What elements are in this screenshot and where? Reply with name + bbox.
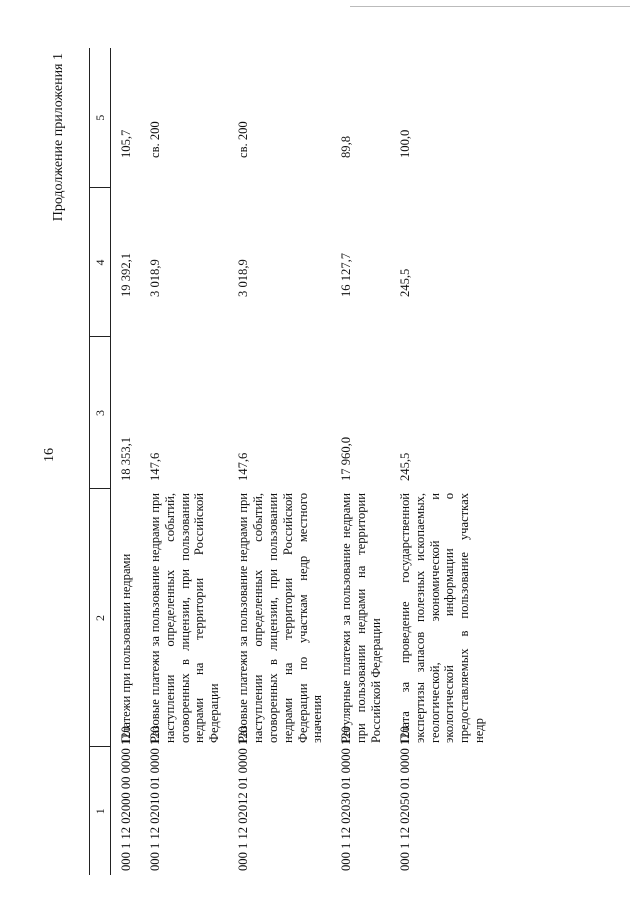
table-row — [140, 48, 228, 875]
header-col-3: 3 — [90, 337, 111, 489]
row-code: 000 1 12 02012 01 0000 120 — [236, 726, 251, 871]
header-col-5: 5 — [90, 48, 111, 188]
row-code: 000 1 12 02000 00 0000 120 — [119, 726, 133, 871]
row-value-col5: 100,0 — [397, 129, 412, 158]
row-value-col3: 147,6 — [147, 452, 162, 481]
row-value-col5: 89,8 — [339, 135, 354, 158]
header-col-4: 4 — [90, 188, 111, 337]
row-name: Регулярные платежи за пользование недрами при пользовании недрами на территории Российской Федерации — [339, 493, 384, 743]
row-value-col4: 19 392,1 — [119, 252, 133, 297]
table-row — [331, 48, 390, 875]
row-value-col4: 16 127,7 — [339, 252, 354, 297]
row-value-col3: 147,6 — [236, 452, 251, 481]
row-code: 000 1 12 02010 01 0000 120 — [147, 726, 162, 871]
header-col-2: 2 — [90, 489, 111, 747]
appendix-continuation-note: Продолжение приложения 1 — [51, 53, 66, 222]
row-name: Разовые платежи за пользование недрами при наступлении определенных событий, оговоренных в лицензии, при пользовании недрами на территории Российской Федерации по участкам недр местного значения — [236, 493, 325, 743]
row-value-col3: 245,5 — [397, 452, 412, 481]
row-code: 000 1 12 02030 01 0000 120 — [339, 726, 354, 871]
row-name: Разовые платежи за пользование недрами при наступлении определенных событий, оговоренных в лицензии, при пользовании недрами на территории Российской Федерации — [147, 493, 222, 743]
table-row — [111, 48, 140, 875]
row-value-col5: св. 200 — [147, 121, 162, 158]
page-number: 16 — [42, 448, 57, 462]
header-col-1: 1 — [90, 747, 111, 875]
row-value-col3: 18 353,1 — [119, 436, 133, 481]
row-name: Плата за проведение государственной экспертизы запасов полезных ископаемых, геологической, экономической и экологической информации о предоставляемых в пользование участках недр — [397, 493, 487, 743]
row-value-col3: 17 960,0 — [339, 436, 354, 481]
row-value-col5: св. 200 — [236, 121, 251, 158]
table-row — [390, 48, 493, 875]
row-name: Платежи при пользовании недрами — [119, 553, 133, 743]
budget-table — [89, 48, 493, 875]
table-header-row — [90, 48, 111, 875]
row-value-col4: 3 018,9 — [236, 259, 251, 297]
row-value-col4: 3 018,9 — [147, 259, 162, 297]
row-code: 000 1 12 02050 01 0000 120 — [397, 726, 412, 871]
table-row — [228, 48, 331, 875]
row-value-col5: 105,7 — [119, 129, 133, 158]
row-value-col4: 245,5 — [397, 268, 412, 297]
